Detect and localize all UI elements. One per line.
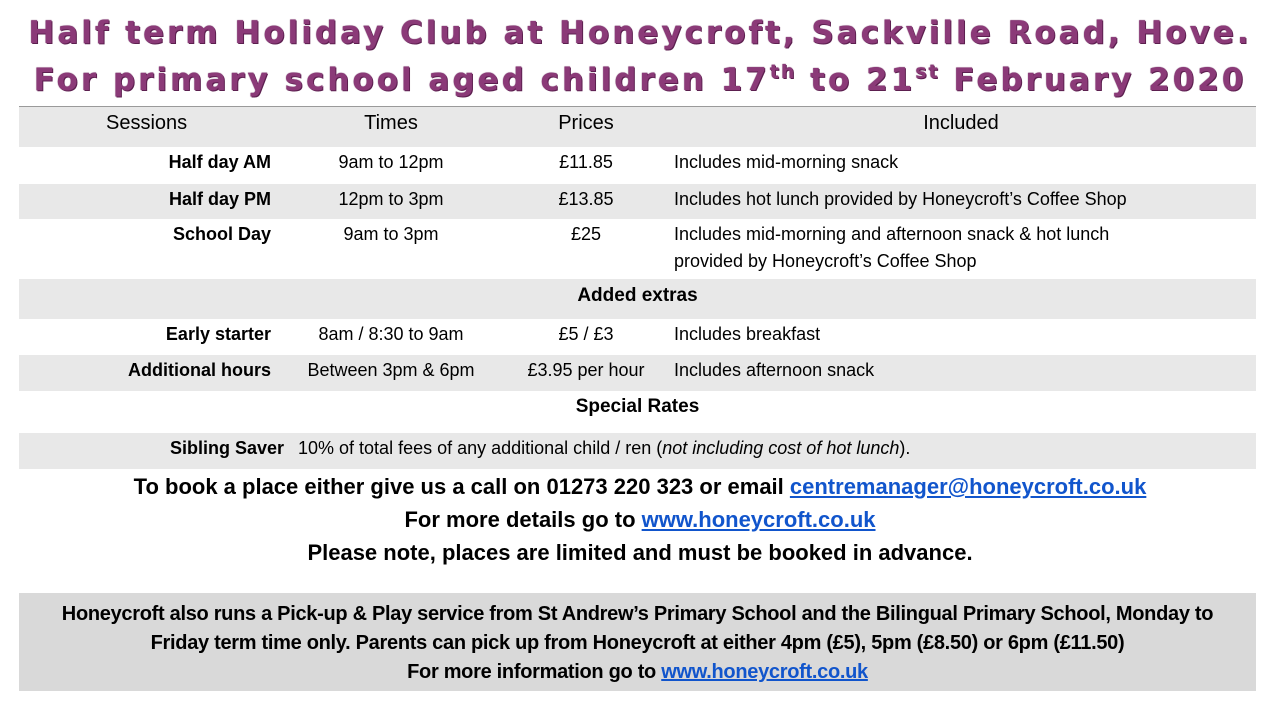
session-price: £13.85 bbox=[558, 189, 614, 209]
session-times: 8am / 8:30 to 9am bbox=[318, 324, 464, 344]
session-included: Includes hot lunch provided by Honeycroft’s Coffee Shop bbox=[674, 189, 1127, 209]
table-row bbox=[19, 184, 1256, 219]
title-line-1: Half term Holiday Club at Honeycroft, Sackville Road, Hove. bbox=[28, 15, 1252, 51]
header-times: Times bbox=[364, 112, 418, 134]
more-info-text: For more information go to bbox=[407, 661, 662, 683]
sibling-text-italic: not including cost of hot lunch bbox=[662, 438, 900, 458]
table-header-row bbox=[19, 107, 1256, 147]
session-price: £3.95 per hour bbox=[527, 360, 645, 380]
pickup-info-line-2: Friday term time only. Parents can pick up from Honeycroft at either 4pm (£5), 5pm (£8.50) or 6pm (£11.50) bbox=[150, 632, 1125, 654]
session-included: Includes mid-morning and afternoon snack & hot lunch provided by Honeycroft’s Coffee Shop bbox=[674, 224, 1110, 271]
sibling-text bbox=[298, 438, 910, 459]
extras-title: Added extras bbox=[577, 285, 698, 306]
email-link[interactable]: centremanager@honeycroft.co.uk bbox=[789, 474, 1147, 499]
session-included: Includes afternoon snack bbox=[674, 360, 875, 380]
session-price: £11.85 bbox=[559, 152, 613, 172]
header-included: Included bbox=[923, 112, 999, 134]
special-title: Special Rates bbox=[575, 396, 700, 417]
extras-title-band bbox=[19, 279, 1256, 319]
session-price: £25 bbox=[570, 224, 602, 244]
pickup-info-line-3 bbox=[19, 658, 1256, 687]
booking-text: To book a place either give us a call on 01273 220 323 or email bbox=[133, 474, 790, 499]
details-text: For more details go to bbox=[404, 507, 642, 532]
session-included: Includes breakfast bbox=[674, 324, 821, 344]
table-row bbox=[19, 219, 1256, 279]
header-sessions: Sessions bbox=[106, 112, 188, 134]
title-superscript-th: th bbox=[769, 61, 797, 83]
website-link[interactable]: www.honeycroft.co.uk bbox=[641, 507, 876, 532]
title-line-2-mid: to 21 bbox=[796, 62, 916, 98]
title-superscript-st: st bbox=[915, 61, 940, 83]
pickup-info-line-1: Honeycroft also runs a Pick-up & Play service from St Andrew’s Primary School and the Bilingual Primary School, Monday to bbox=[61, 603, 1214, 625]
session-name: Half day AM bbox=[168, 152, 271, 172]
advance-note: Please note, places are limited and must be booked in advance. bbox=[307, 540, 973, 565]
table-row bbox=[19, 319, 1256, 355]
details-line bbox=[0, 507, 1280, 533]
title-line-2 bbox=[0, 57, 1280, 104]
booking-line bbox=[0, 474, 1280, 500]
session-times: 12pm to 3pm bbox=[338, 189, 444, 209]
special-title-band bbox=[19, 391, 1256, 433]
session-included: Includes mid-morning snack bbox=[674, 152, 899, 172]
session-name: Early starter bbox=[165, 324, 271, 344]
session-times: 9am to 12pm bbox=[338, 152, 444, 172]
session-times: Between 3pm & 6pm bbox=[307, 360, 475, 380]
session-name: Additional hours bbox=[128, 360, 271, 380]
title-line-2-end: February 2020 bbox=[939, 62, 1247, 98]
title-line-2-start: For primary school aged children 17 bbox=[33, 62, 770, 98]
table-row bbox=[19, 355, 1256, 391]
sibling-text-start: 10% of total fees of any additional child / ren ( bbox=[298, 438, 663, 458]
session-name: Half day PM bbox=[168, 189, 271, 209]
session-times: 9am to 3pm bbox=[343, 224, 439, 244]
table-row bbox=[19, 147, 1256, 184]
session-price: £5 / £3 bbox=[558, 324, 614, 344]
session-name: School Day bbox=[172, 224, 271, 244]
pickup-info-box bbox=[19, 593, 1256, 691]
header-prices: Prices bbox=[558, 112, 614, 134]
website-link[interactable]: www.honeycroft.co.uk bbox=[661, 661, 868, 683]
sibling-text-end: ). bbox=[899, 438, 911, 458]
page-title bbox=[0, 10, 1280, 104]
sibling-label: Sibling Saver bbox=[170, 438, 285, 458]
sibling-row bbox=[19, 433, 1256, 469]
